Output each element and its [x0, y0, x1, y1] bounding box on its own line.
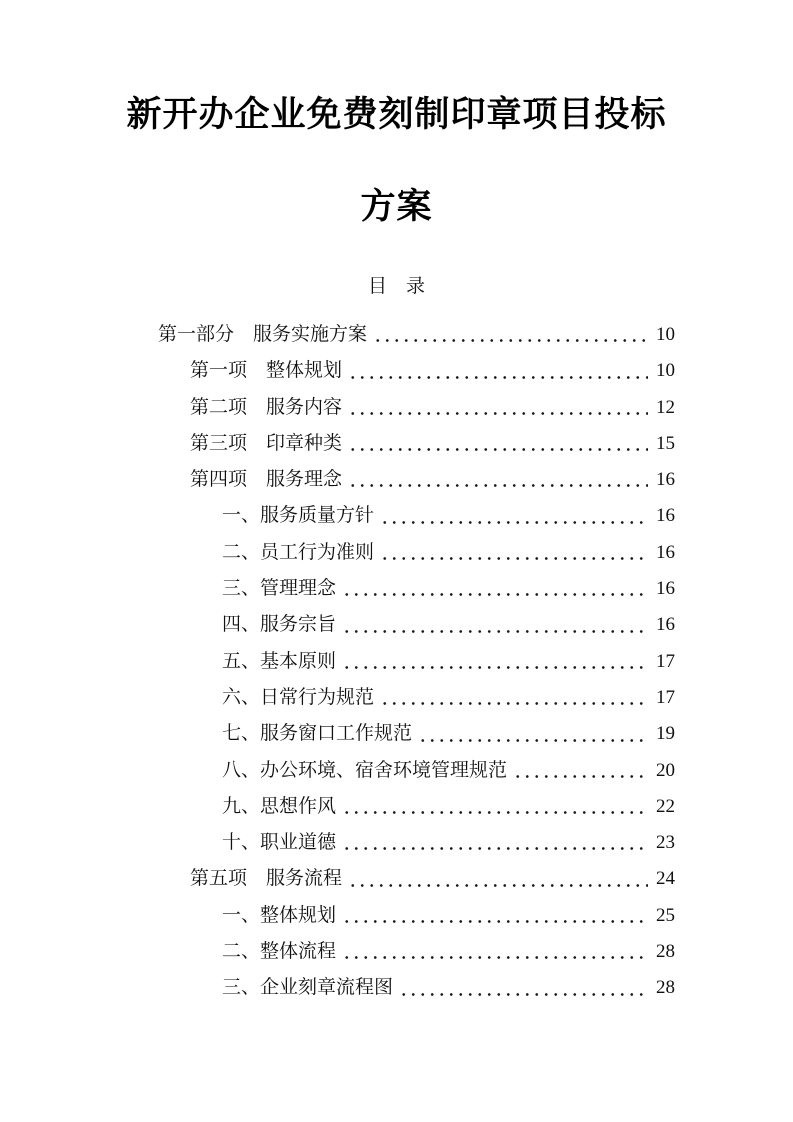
toc-leader-dots [348, 376, 648, 379]
toc-entry-label: 第五项 服务流程 [190, 868, 343, 890]
toc-entry[interactable] [0, 861, 675, 897]
toc-entry-page-number: 17 [656, 686, 675, 708]
toc-entry-page-number: 12 [656, 396, 675, 418]
toc-entry-label: 一、整体规划 [222, 904, 337, 926]
toc-leader-dots [380, 702, 648, 705]
toc-entry-page-number: 10 [656, 360, 675, 382]
toc-list [0, 317, 793, 1007]
toc-entry-label: 八、办公环境、宿舍环境管理规范 [222, 759, 508, 781]
toc-entry-page-number: 24 [656, 868, 675, 890]
toc-entry-label: 二、整体流程 [222, 941, 337, 963]
toc-entry[interactable] [0, 789, 675, 825]
toc-entry[interactable] [0, 498, 675, 534]
toc-leader-dots [342, 630, 648, 633]
toc-entry-page-number: 28 [656, 941, 675, 963]
toc-entry-label: 十、职业道德 [222, 832, 337, 854]
toc-entry[interactable] [0, 462, 675, 498]
toc-heading: 目 录 [367, 276, 425, 297]
toc-entry-label: 第一部分 服务实施方案 [158, 324, 368, 345]
toc-leader-dots [342, 847, 648, 850]
toc-entry[interactable] [0, 898, 675, 934]
toc-entry[interactable] [0, 535, 675, 571]
toc-entry-label: 五、基本原则 [222, 650, 337, 672]
toc-entry-page-number: 22 [656, 795, 675, 817]
toc-entry[interactable] [0, 934, 675, 970]
toc-leader-dots [348, 884, 648, 887]
toc-entry-page-number: 25 [656, 904, 675, 926]
toc-entry[interactable] [0, 571, 675, 607]
toc-leader-dots [342, 920, 648, 923]
toc-entry-label: 第四项 服务理念 [190, 469, 343, 491]
toc-leader-dots [373, 339, 648, 342]
toc-leader-dots [342, 956, 648, 959]
toc-entry-page-number: 16 [656, 505, 675, 527]
document-title-line2: 方案 [360, 187, 433, 226]
toc-entry-page-number: 16 [656, 469, 675, 491]
toc-leader-dots [380, 521, 648, 524]
toc-entry-label: 六、日常行为规范 [222, 686, 375, 708]
toc-entry-page-number: 20 [656, 759, 675, 781]
toc-entry-page-number: 16 [656, 541, 675, 563]
toc-entry-page-number: 10 [656, 324, 675, 345]
toc-leader-dots [399, 993, 648, 996]
toc-leader-dots [348, 412, 648, 415]
toc-entry[interactable] [0, 716, 675, 752]
toc-leader-dots [348, 484, 648, 487]
toc-entry-page-number: 16 [656, 614, 675, 636]
toc-leader-dots [342, 593, 648, 596]
toc-entry[interactable] [0, 753, 675, 789]
toc-entry-label: 四、服务宗旨 [222, 614, 337, 636]
toc-entry-page-number: 15 [656, 432, 675, 454]
toc-entry[interactable] [0, 825, 675, 861]
toc-entry-page-number: 23 [656, 832, 675, 854]
toc-leader-dots [342, 811, 648, 814]
toc-entry-label: 九、思想作风 [222, 795, 337, 817]
toc-entry-label: 一、服务质量方针 [222, 505, 375, 527]
toc-entry-page-number: 16 [656, 578, 675, 600]
toc-entry[interactable] [0, 353, 675, 389]
toc-entry[interactable] [0, 426, 675, 462]
toc-entry-label: 三、企业刻章流程图 [222, 977, 394, 999]
toc-entry[interactable] [0, 317, 675, 353]
toc-entry-page-number: 17 [656, 650, 675, 672]
toc-entry-label: 第三项 印章种类 [190, 432, 343, 454]
toc-leader-dots [348, 448, 648, 451]
toc-entry-label: 第二项 服务内容 [190, 396, 343, 418]
toc-entry[interactable] [0, 607, 675, 643]
toc-entry-label: 三、管理理念 [222, 578, 337, 600]
toc-entry-label: 第一项 整体规划 [190, 360, 343, 382]
toc-entry[interactable] [0, 680, 675, 716]
toc-entry-label: 七、服务窗口工作规范 [222, 723, 413, 745]
toc-entry-label: 二、员工行为准则 [222, 541, 375, 563]
toc-entry[interactable] [0, 970, 675, 1006]
toc-leader-dots [513, 775, 648, 778]
toc-leader-dots [342, 666, 648, 669]
toc-leader-dots [418, 739, 648, 742]
toc-leader-dots [380, 557, 648, 560]
toc-entry-page-number: 19 [656, 723, 675, 745]
toc-entry-page-number: 28 [656, 977, 675, 999]
toc-entry[interactable] [0, 644, 675, 680]
toc-entry[interactable] [0, 390, 675, 426]
document-title-line1: 新开办企业免费刻制印章项目投标 [126, 95, 667, 134]
